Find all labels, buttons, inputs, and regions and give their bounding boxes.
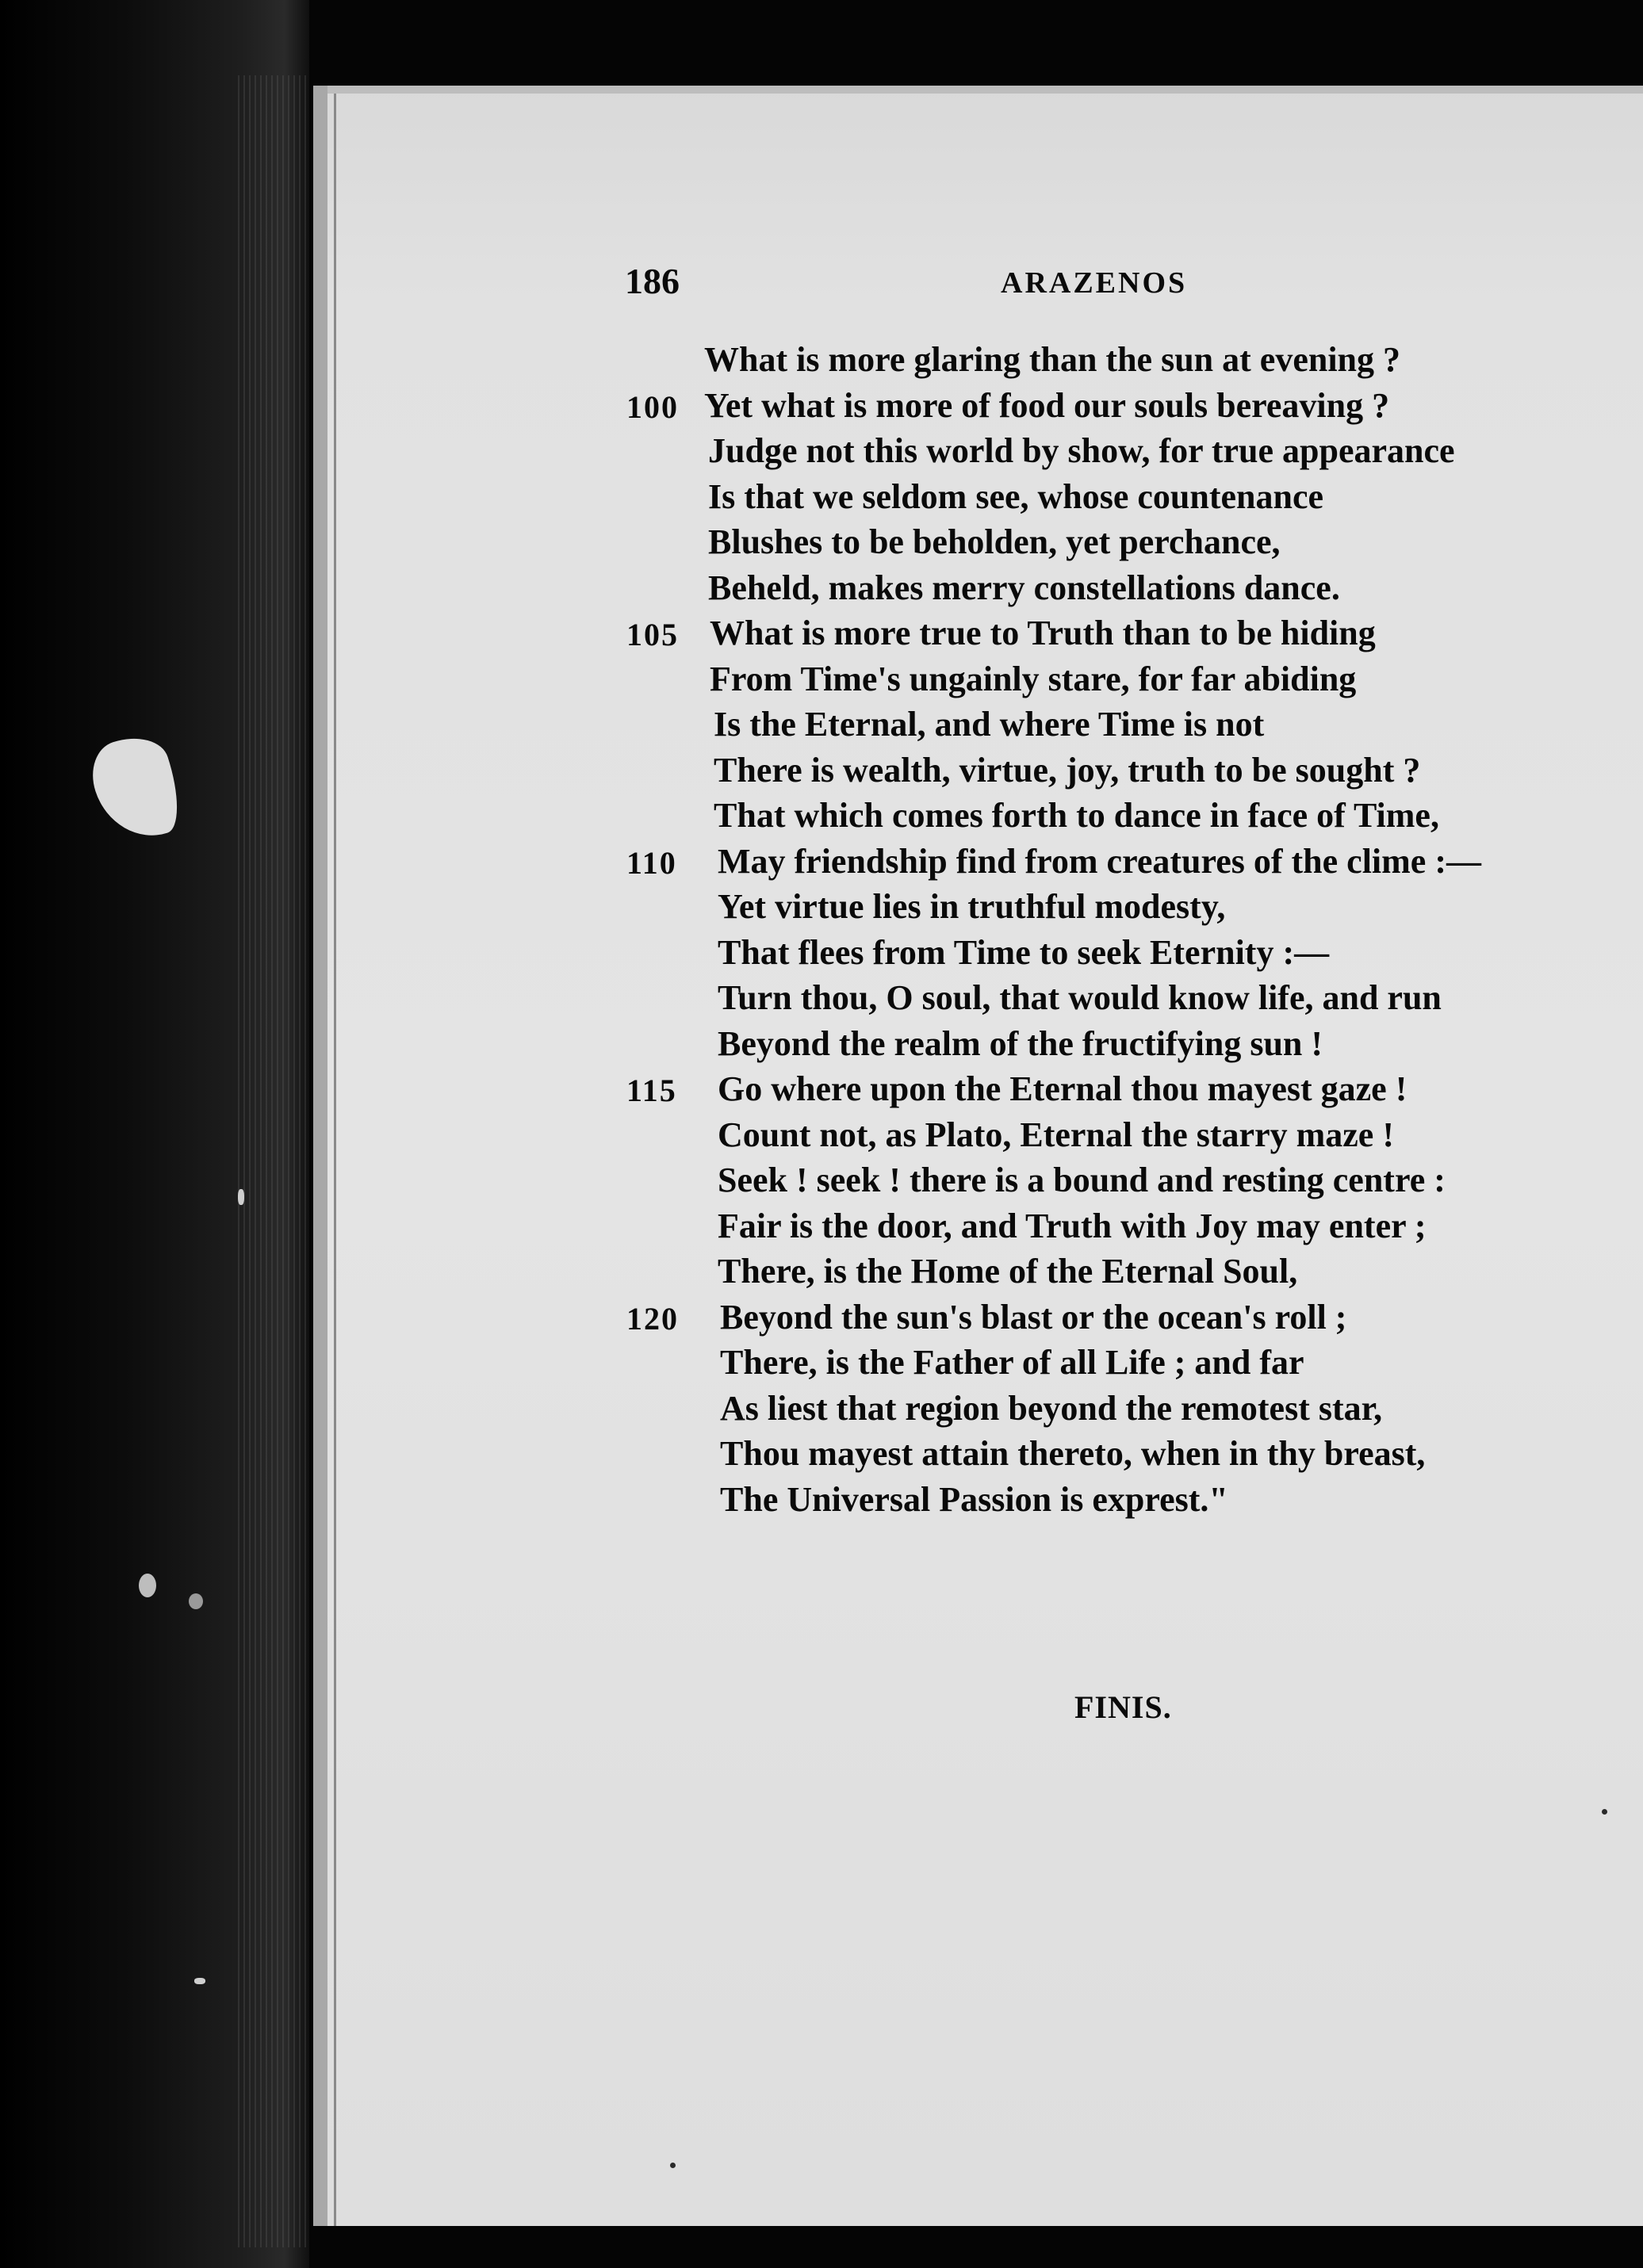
scan-dot bbox=[1602, 1809, 1607, 1815]
poem-line: As liest that region beyond the remotest star, bbox=[720, 1389, 1383, 1428]
poem-line: There is wealth, virtue, joy, truth to be sought ? bbox=[714, 751, 1421, 790]
poem-line: Is that we seldom see, whose countenance bbox=[708, 477, 1324, 516]
line-number: 110 bbox=[626, 845, 677, 881]
line-number: 105 bbox=[626, 617, 679, 652]
scan-blemish bbox=[189, 1593, 203, 1609]
line-number: 115 bbox=[626, 1073, 677, 1108]
poem-line: From Time's ungainly stare, for far abiding bbox=[710, 660, 1357, 698]
scan-blemish bbox=[139, 1574, 156, 1597]
running-head: ARAZENOS bbox=[1001, 266, 1188, 300]
poem-line: Yet what is more of food our souls bereaving ? bbox=[704, 386, 1390, 425]
poem-line: There, is the Father of all Life ; and far bbox=[720, 1343, 1304, 1382]
poem-line: Turn thou, O soul, that would know life, and run bbox=[718, 978, 1442, 1017]
poem-line: Judge not this world by show, for true appearance bbox=[708, 431, 1455, 470]
poem-line: Thou mayest attain thereto, when in thy breast, bbox=[720, 1434, 1426, 1473]
line-number: 100 bbox=[626, 389, 679, 425]
poem-line: That which comes forth to dance in face of Time, bbox=[714, 796, 1439, 835]
poem-line: Fair is the door, and Truth with Joy may enter ; bbox=[718, 1207, 1427, 1245]
poem-line: There, is the Home of the Eternal Soul, bbox=[718, 1252, 1298, 1291]
poem-line: What is more true to Truth than to be hiding bbox=[710, 614, 1376, 652]
poem-line: Yet virtue lies in truthful modesty, bbox=[718, 887, 1226, 926]
poem-line: Count not, as Plato, Eternal the starry maze ! bbox=[718, 1115, 1394, 1154]
poem-line: Seek ! seek ! there is a bound and resting centre : bbox=[718, 1161, 1446, 1199]
line-number: 120 bbox=[626, 1301, 679, 1337]
poem-line: Blushes to be beholden, yet perchance, bbox=[708, 522, 1281, 561]
scan-blemish bbox=[194, 1978, 205, 1984]
poem-line: May friendship find from creatures of the clime :— bbox=[718, 842, 1481, 881]
page-number: 186 bbox=[625, 261, 680, 301]
page-edges bbox=[238, 75, 309, 2247]
poem-line: Is the Eternal, and where Time is not bbox=[714, 705, 1265, 744]
poem-line: Beyond the sun's blast or the ocean's roll ; bbox=[720, 1298, 1347, 1337]
poem-line: That flees from Time to seek Eternity :— bbox=[718, 933, 1330, 972]
poem-line: The Universal Passion is exprest." bbox=[720, 1480, 1228, 1519]
poem-line: Beyond the realm of the fructifying sun ! bbox=[718, 1024, 1323, 1063]
poem-line: What is more glaring than the sun at evening ? bbox=[704, 340, 1401, 379]
scan-blemish bbox=[238, 1189, 244, 1205]
scan-dot bbox=[670, 2163, 676, 2168]
poem-line: Beheld, makes merry constellations dance. bbox=[708, 568, 1340, 607]
finis-label: FINIS. bbox=[1074, 1689, 1172, 1725]
poem-line: Go where upon the Eternal thou mayest gaze ! bbox=[718, 1069, 1407, 1108]
